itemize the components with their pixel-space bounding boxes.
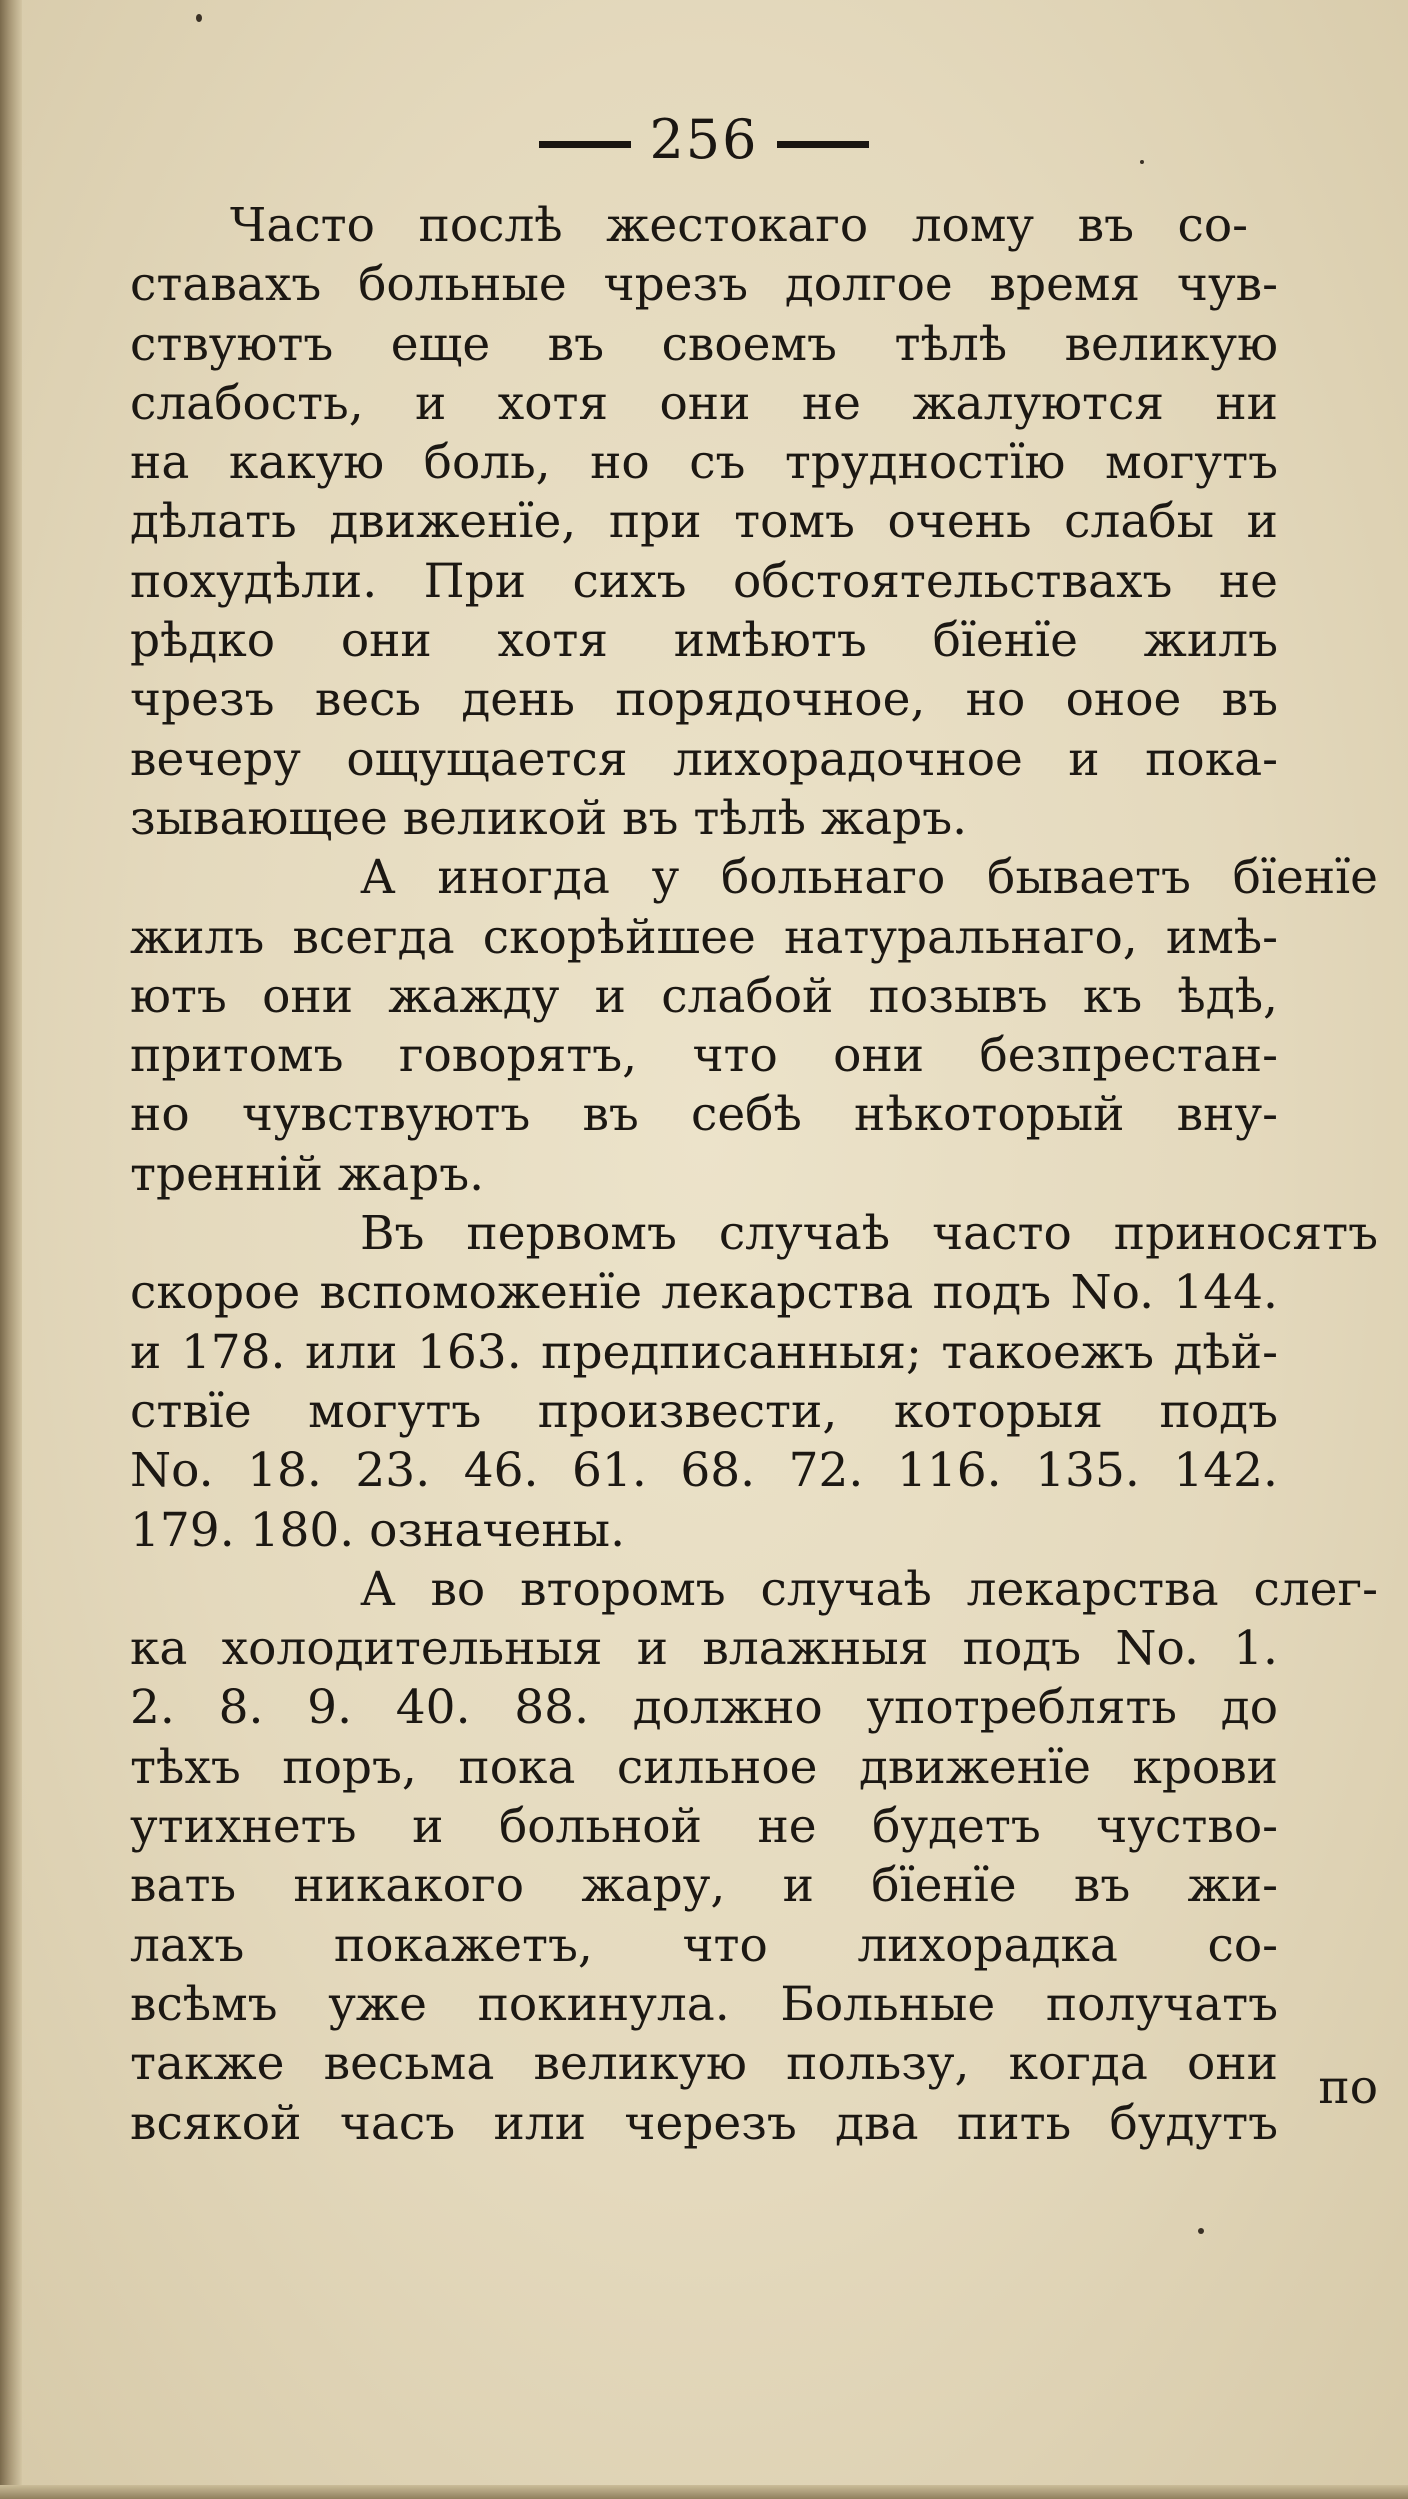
page-bottom-edge [0,2485,1408,2499]
text-line: но чувствуютъ въ себѣ нѣкоторый вну- [130,1087,1278,1143]
header-dash-right [777,141,869,148]
ink-speck [196,14,202,22]
text-line: тренній жаръ. [130,1146,485,1202]
text-line: притомъ говорятъ, что они безпрестан- [130,1028,1278,1084]
header-dash-left [539,141,631,148]
text-line: рѣдко они хотя имѣютъ бїенїе жилъ [130,613,1278,669]
text-line: ствуютъ еще въ своемъ тѣлѣ великую [130,316,1278,372]
page-number: 256 [649,108,759,171]
text-line: всѣмъ уже покинула. Больные получатъ [130,1976,1278,2032]
text-line: на какую боль, но съ трудностїю могутъ [130,435,1278,491]
text-line: вечеру ощущается лихорадочное и пока- [130,731,1278,787]
text-line: А иногда у больнаго бываетъ бїенїе [360,850,1378,906]
text-line: ка холодительныя и влажныя подъ No. 1. [130,1621,1278,1677]
text-line: зывающее великой въ тѣлѣ жаръ. [130,790,968,846]
text-line: жилъ всегда скорѣйшее натуральнаго, имѣ- [130,909,1278,965]
text-line: утихнетъ и больной не будетъ чуство- [130,1799,1278,1855]
text-line: и 178. или 163. предписанныя; такоежъ дѣй- [130,1324,1278,1380]
text-line: 179. 180. означены. [130,1502,626,1558]
text-line: чрезъ весь день порядочное, но оное въ [130,672,1278,728]
text-line: ствїе могутъ произвести, которыя подъ [130,1383,1278,1439]
text-line: Въ первомъ случаѣ часто приносятъ [360,1206,1378,1262]
text-line: дѣлать движенїе, при томъ очень слабы и [130,494,1278,550]
text-line: тѣхъ поръ, пока сильное движенїе крови [130,1739,1278,1795]
text-line: ютъ они жажду и слабой позывъ къ ѣдѣ, [130,968,1278,1024]
text-line: слабость, и хотя они не жалуются ни [130,375,1278,431]
body-text [130,196,1378,2153]
text-line: скорое вспоможенїе лекарства подъ No. 144. [130,1265,1278,1321]
text-line: А во второмъ случаѣ лекарства слег- [360,1561,1378,1617]
text-line: 2. 8. 9. 40. 88. должно употреблять до [130,1680,1278,1736]
text-line: лахъ покажетъ, что лихорадка со- [130,1917,1278,1973]
text-line: Часто послѣ жестокаго лому въ со- [230,198,1248,253]
catchword: по [1318,2060,1378,2115]
text-line: всякой часъ или черезъ два пить будутъ [130,2095,1278,2151]
ink-speck [1198,2228,1204,2234]
text-line: No. 18. 23. 46. 61. 68. 72. 116. 135. 142. [130,1443,1278,1499]
text-line: также весьма великую пользу, когда они [130,2036,1278,2092]
binding-edge [0,0,22,2499]
text-line: похудѣли. При сихъ обстоятельствахъ не [130,553,1278,609]
ink-speck [1140,160,1144,164]
text-line: вать никакого жару, и бїенїе въ жи- [130,1858,1278,1914]
page-header [0,108,1408,171]
text-line: ставахъ больные чрезъ долгое время чув- [130,257,1278,313]
